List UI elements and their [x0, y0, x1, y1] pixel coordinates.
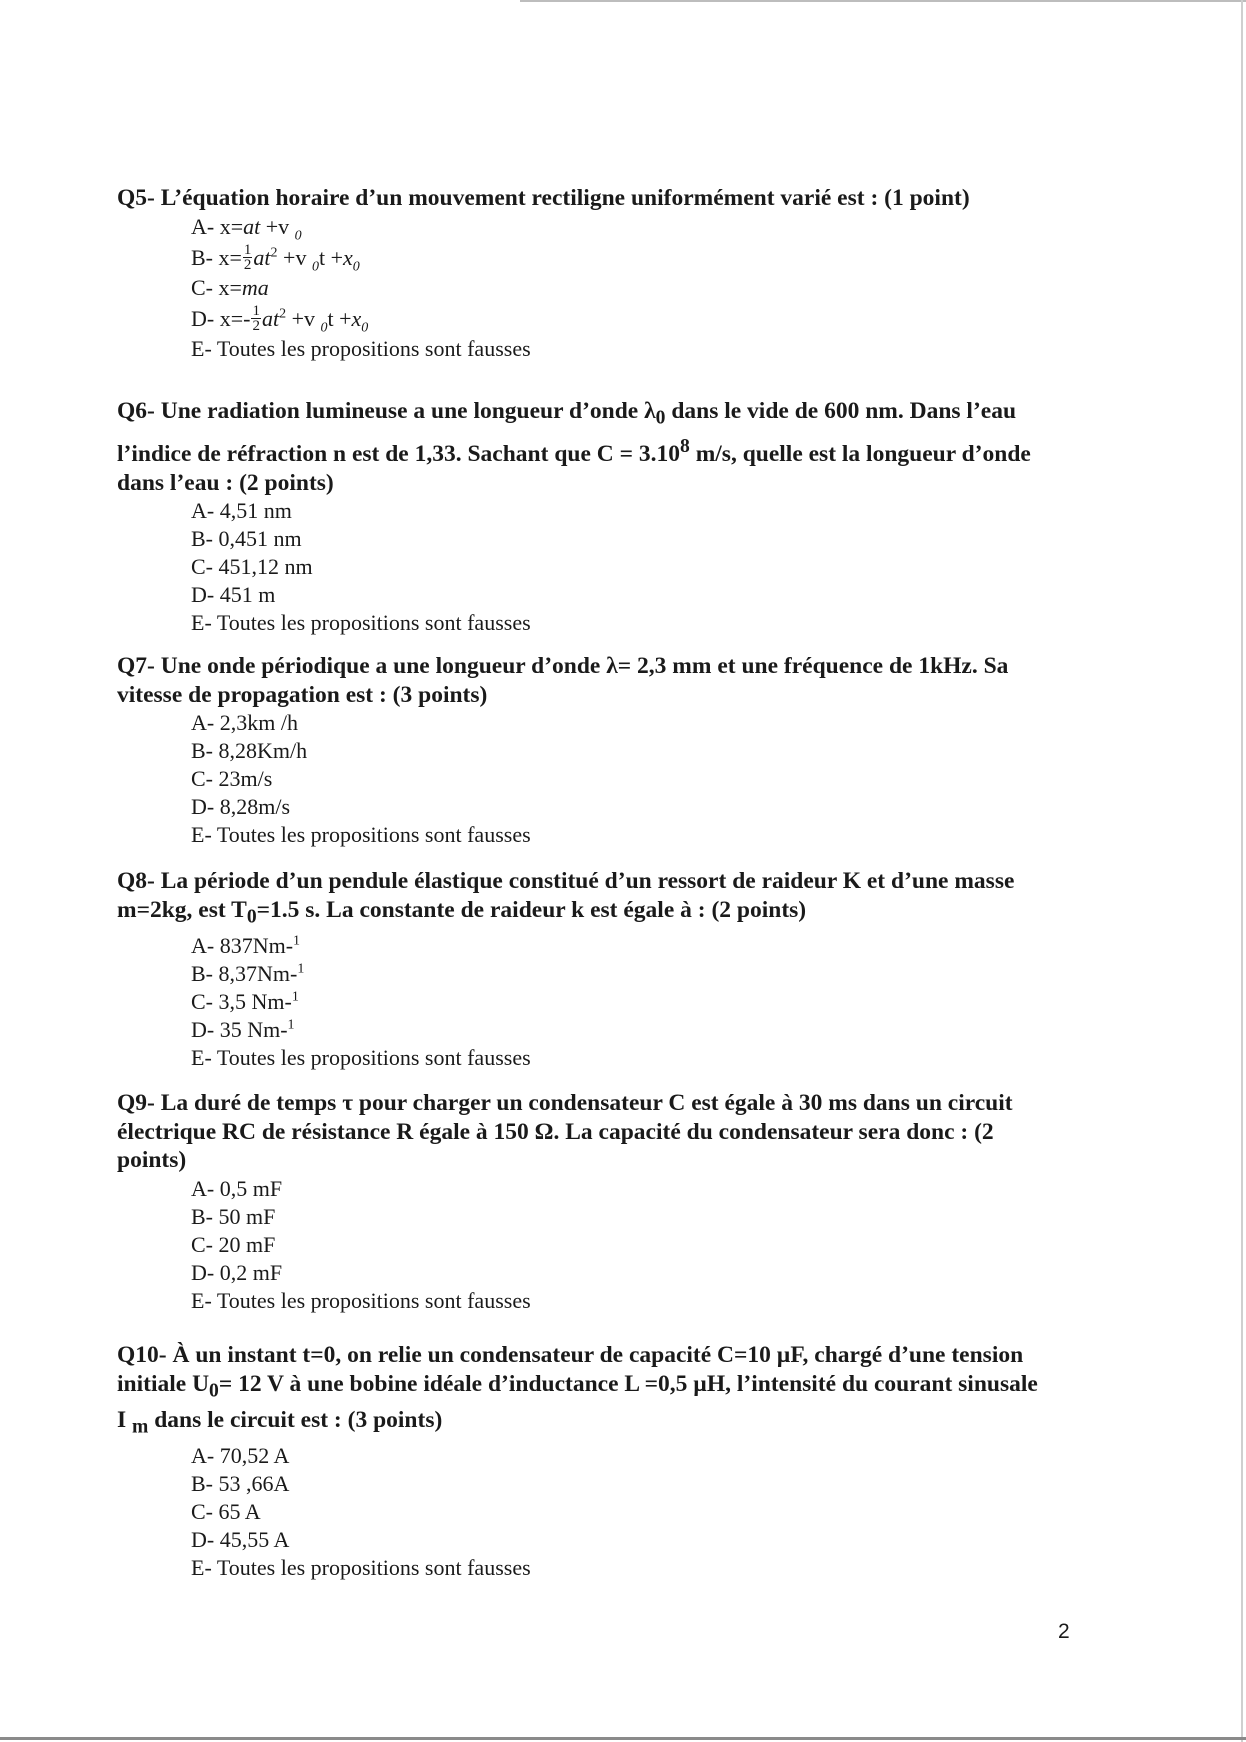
option-c: C- 451,12 nm: [191, 554, 313, 580]
question-9: [117, 1089, 1047, 1315]
scan-edge-bottom: [0, 1737, 1246, 1740]
option-c: C- 23m/s: [191, 766, 273, 791]
scan-edge-right: [1241, 0, 1243, 1742]
option-d: D- 8,28m/s: [191, 794, 290, 819]
option-a: A- 2,3km /h: [191, 710, 298, 735]
option-d: D- x=- $\frac{1}{2}$ $at^2 +v$ $_0t +x_0$: [191, 302, 369, 335]
option-e: E- Toutes les propositions sont fausses: [191, 1554, 531, 1580]
question-9-options: [191, 1175, 1047, 1315]
question-5-text: Q5- L’équation horaire d’un mouvement rectiligne uniformément varié est : (1 point): [117, 185, 970, 211]
option-b: B- 53 ,66A: [191, 1470, 290, 1496]
option-b: B- 8,28Km/h: [191, 738, 308, 763]
option-e: E- Toutes les propositions sont fausses: [191, 335, 531, 361]
question-6-text: Q6- Une radiation lumineuse a une longueur d’onde $\lambda_0$ dans le vide de 600 nm. Dans l’eau l’indice de réfraction n est de 1,33. Sachant que $C = 3.10^8$ m/s, quelle est la longueur d’onde dans l’eau : (2 points): [117, 398, 1031, 496]
question-8-text: Q8- La période d’un pendule élastique constitué d’un ressort de raideur K et d’une masse m=2kg, est $T_0=1.5$ s. La constante de raideur k est égale à : (2 points): [117, 868, 1015, 928]
question-5-options: [191, 213, 1047, 363]
question-7: [117, 652, 1047, 849]
option-c: C- 65 A: [191, 1498, 261, 1524]
option-b: B- 0,451 nm: [191, 526, 302, 552]
option-b: B- 50 mF: [191, 1203, 276, 1229]
question-5: [117, 184, 1047, 363]
option-d: D- 0,2 mF: [191, 1259, 283, 1285]
question-6-options: [191, 497, 1047, 637]
question-9-text: Q9- La duré de temps τ pour charger un condensateur C est égale à 30 ms dans un circuit électrique RC de résistance R égale à 150 Ω. La capacité du condensateur sera donc : (2 points): [117, 1090, 1013, 1173]
fraction: $\frac{1}{2}$: [243, 241, 252, 273]
option-b: B- x= $\frac{1}{2}$ $at^2 +v$ $_0t +x_0$: [191, 241, 360, 274]
option-a: A- 0,5 mF: [191, 1175, 283, 1201]
option-a: A- 4,51 nm: [191, 498, 292, 524]
question-8-options: [191, 932, 1047, 1072]
question-7-text: Q7- Une onde périodique a une longueur d’onde λ= 2,3 mm et une fréquence de 1kHz. Sa vitesse de propagation est : (3 points): [117, 653, 1009, 708]
option-d: D- 35 Nm-$^1$: [191, 1016, 295, 1042]
option-c: C- 3,5 Nm-$^1$: [191, 988, 299, 1014]
option-a: A- 837Nm-$^1$: [191, 932, 301, 958]
option-e: E- Toutes les propositions sont fausses: [191, 610, 531, 636]
option-e: E- Toutes les propositions sont fausses: [191, 822, 531, 847]
question-10-text: Q10- À un instant t=0, on relie un condensateur de capacité C=10 µF, chargé d’une tension initiale $U_0= 12$ V à une bobine idéale d’inductance L =0,5 µH, l’intensité du courant sinusale I $_m$ dans le circuit est : (3 points): [117, 1342, 1038, 1438]
option-c: C- x=ma: [191, 274, 269, 300]
question-10-options: [191, 1442, 1047, 1582]
page-number: 2: [1058, 1620, 1070, 1643]
question-10: [117, 1341, 1047, 1582]
fraction: $\frac{1}{2}$: [252, 302, 260, 334]
option-a: A- x=at +v $_0$: [191, 213, 302, 243]
question-8: [117, 867, 1047, 1072]
option-e: E- Toutes les propositions sont fausses: [191, 1287, 531, 1313]
option-e: E- Toutes les propositions sont fausses: [191, 1044, 531, 1070]
option-c: C- 20 mF: [191, 1231, 276, 1257]
option-d: D- 451 m: [191, 582, 276, 608]
question-7-options: [191, 709, 1047, 849]
option-d: D- 45,55 A: [191, 1526, 290, 1552]
option-b: B- 8,37Nm-$^1$: [191, 960, 305, 986]
option-a: A- 70,52 A: [191, 1442, 290, 1468]
scan-edge-top: [520, 0, 1246, 2]
question-6: [117, 397, 1047, 637]
